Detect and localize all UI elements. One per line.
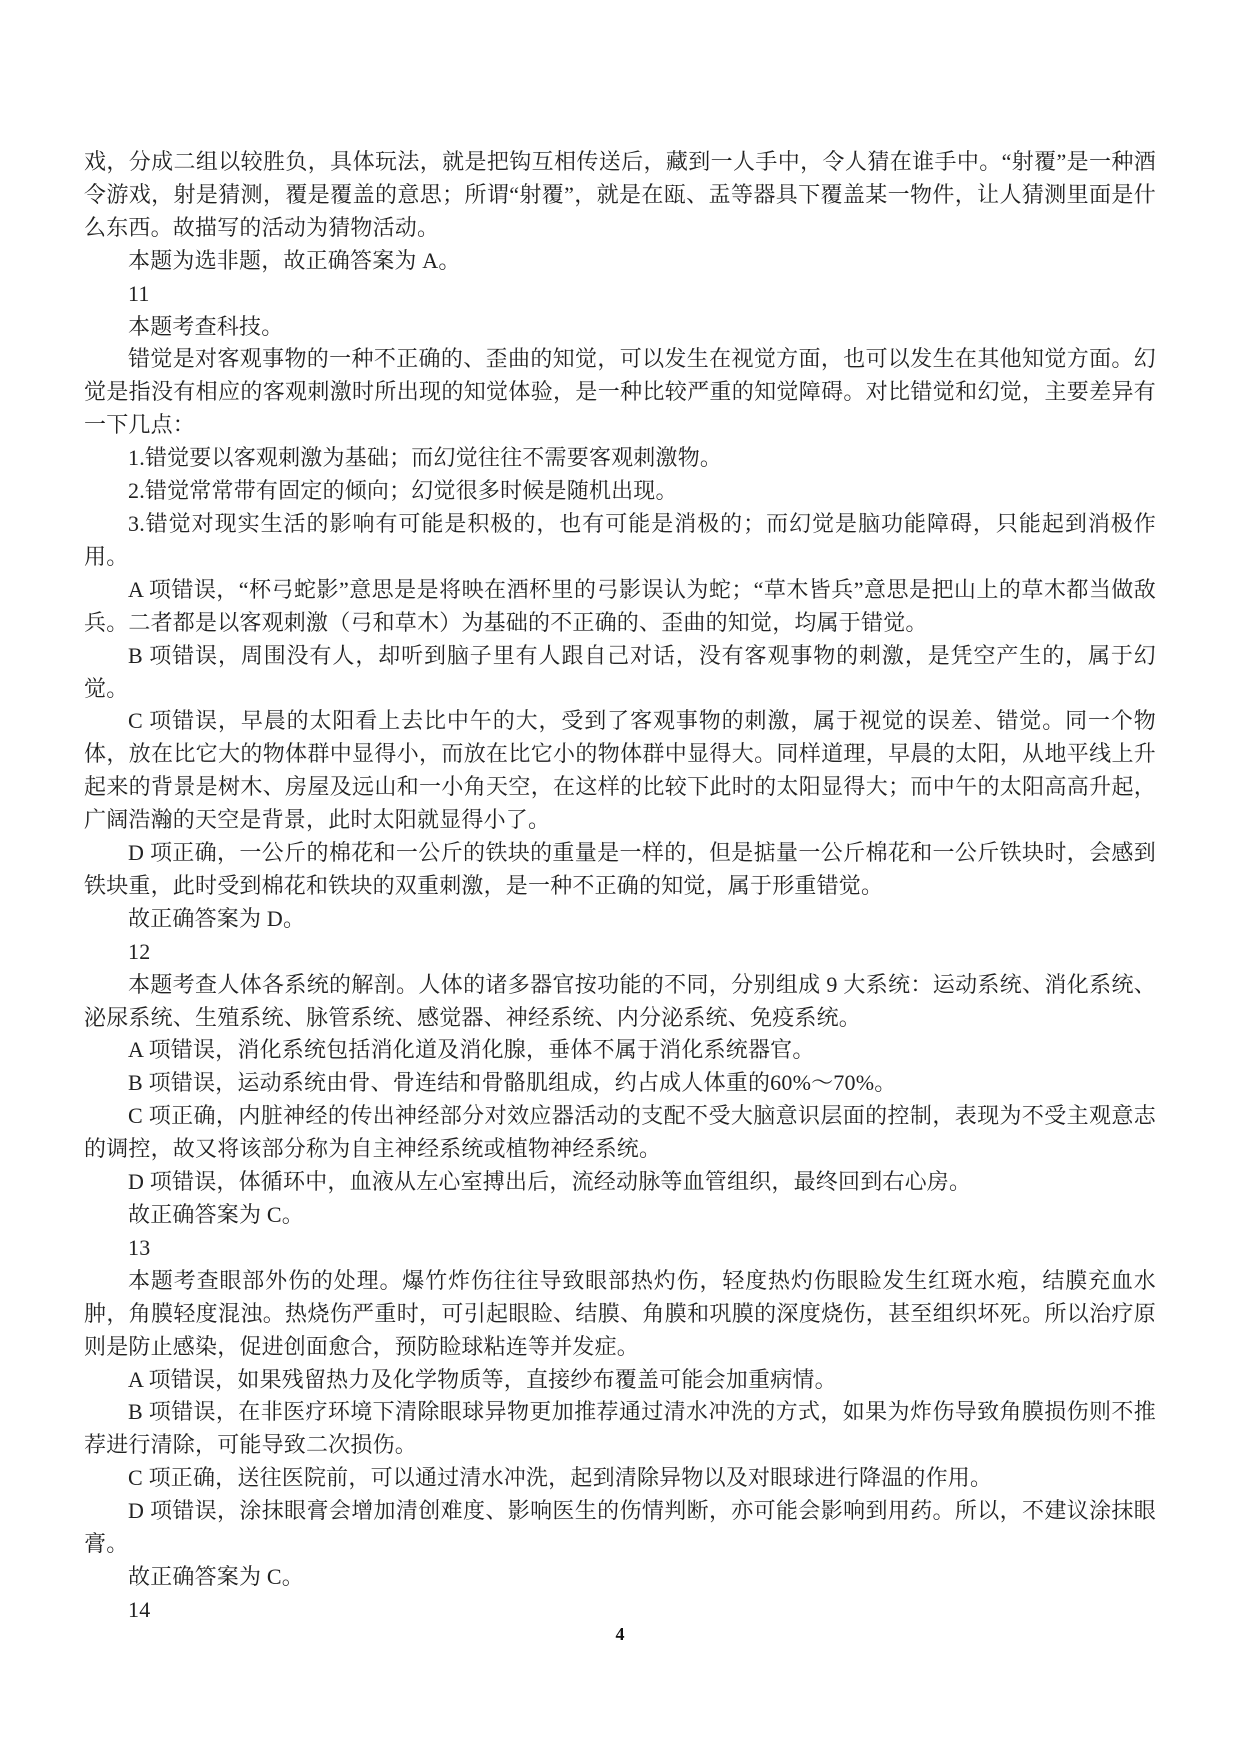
paragraph: 本题考查科技。 [128, 313, 284, 339]
paragraph-continuation: 戏，分成二组以较胜负，具体玩法，就是把钩互相传送后，藏到一人手中，令人猜在谁手中。“射覆”是一种酒令游戏，射是猜测，覆是覆盖的意思；所谓“射覆”，就是在瓯、盂等器具下覆盖某一物件，让人猜测里面是什么东西。故描写的活动为猜物活动。 [84, 149, 1156, 240]
list-item-1: 1.错觉要以客观刺激为基础；而幻觉往往不需要客观刺激物。 [128, 445, 723, 471]
option-c-analysis: C 项错误，早晨的太阳看上去比中午的大，受到了客观事物的刺激，属于视觉的误差、错觉。同一个物体，放在比它大的物体群中显得小，而放在比它小的物体群中显得大。同样道理，早晨的太阳，从地平线上升起来的背景是树木、房屋及远山和一小角天空，在这样的比较下此时的太阳显得大；而中午的太阳高高升起，广阔浩瀚的天空是背景，此时太阳就显得小了。 [84, 708, 1156, 833]
option-c-analysis: C 项正确，送往医院前，可以通过清水冲洗，起到清除异物以及对眼球进行降温的作用。 [128, 1465, 993, 1491]
option-d-analysis: D 项错误，体循环中，血液从左心室搏出后，流经动脉等血管组织，最终回到右心房。 [128, 1169, 972, 1195]
option-a-analysis: A 项错误，“杯弓蛇影”意思是是将映在酒杯里的弓影误认为蛇；“草木皆兵”意思是把山上的草木都当做敌兵。二者都是以客观刺激（弓和草木）为基础的不正确的、歪曲的知觉，均属于错觉。 [84, 576, 1156, 635]
question-number-14: 14 [128, 1596, 151, 1622]
option-c-analysis: C 项正确，内脏神经的传出神经部分对效应器活动的支配不受大脑意识层面的控制，表现为不受主观意志的调控，故又将该部分称为自主神经系统或植物神经系统。 [84, 1103, 1156, 1162]
option-b-analysis: B 项错误，在非医疗环境下清除眼球异物更加推荐通过清水冲洗的方式，如果为炸伤导致角膜损伤则不推荐进行清除，可能导致二次损伤。 [84, 1399, 1156, 1458]
question-number-11: 11 [128, 280, 150, 306]
option-b-analysis: B 项错误，运动系统由骨、骨连结和骨骼肌组成，约占成人体重的60%～70%。 [128, 1070, 897, 1096]
option-d-analysis: D 项错误，涂抹眼膏会增加清创难度、影响医生的伤情判断，亦可能会影响到用药。所以，不建议涂抹眼膏。 [84, 1498, 1156, 1557]
paragraph-answer-c: 故正确答案为 C。 [128, 1202, 304, 1227]
paragraph-answer-d: 故正确答案为 D。 [128, 905, 306, 931]
question-number-12: 12 [128, 938, 151, 964]
question-number-13: 13 [128, 1234, 151, 1260]
paragraph-answer-a: 本题为选非题，故正确答案为 A。 [128, 247, 461, 273]
option-b-analysis: B 项错误，周围没有人，却听到脑子里有人跟自己对话，没有客观事物的刺激，是凭空产生的，属于幻觉。 [84, 642, 1156, 701]
paragraph: 本题考查眼部外伤的处理。爆竹炸伤往往导致眼部热灼伤，轻度热灼伤眼睑发生红斑水疱，结膜充血水肿，角膜轻度混浊。热烧伤严重时，可引起眼睑、结膜、角膜和巩膜的深度烧伤，甚至组织坏死。所以治疗原则是防止感染，促进创面愈合，预防睑球粘连等并发症。 [84, 1267, 1156, 1359]
option-d-analysis: D 项正确，一公斤的棉花和一公斤的铁块的重量是一样的，但是掂量一公斤棉花和一公斤铁块时，会感到铁块重，此时受到棉花和铁块的双重刺激，是一种不正确的知觉，属于形重错觉。 [84, 840, 1156, 898]
paragraph: 错觉是对客观事物的一种不正确的、歪曲的知觉，可以发生在视觉方面，也可以发生在其他知觉方面。幻觉是指没有相应的客观刺激时所出现的知觉体验，是一种比较严重的知觉障碍。对比错觉和幻觉，主要差异有一下几点： [84, 346, 1156, 438]
list-item-3: 3.错觉对现实生活的影响有可能是积极的，也有可能是消极的；而幻觉是脑功能障碍，只能起到消极作用。 [84, 510, 1156, 569]
paragraph: 本题考查人体各系统的解剖。人体的诸多器官按功能的不同，分别组成 9 大系统：运动系统、消化系统、泌尿系统、生殖系统、脉管系统、感觉器、神经系统、内分泌系统、免疫系统。 [84, 971, 1156, 1030]
paragraph-answer-c: 故正确答案为 C。 [128, 1563, 304, 1589]
option-a-analysis: A 项错误，如果残留热力及化学物质等，直接纱布覆盖可能会加重病情。 [128, 1366, 837, 1392]
page-number: 4 [615, 1624, 625, 1644]
list-item-2: 2.错觉常常带有固定的倾向；幻觉很多时候是随机出现。 [128, 478, 678, 504]
option-a-analysis: A 项错误，消化系统包括消化道及消化腺，垂体不属于消化系统器官。 [128, 1037, 815, 1063]
document-body [84, 146, 1156, 1627]
